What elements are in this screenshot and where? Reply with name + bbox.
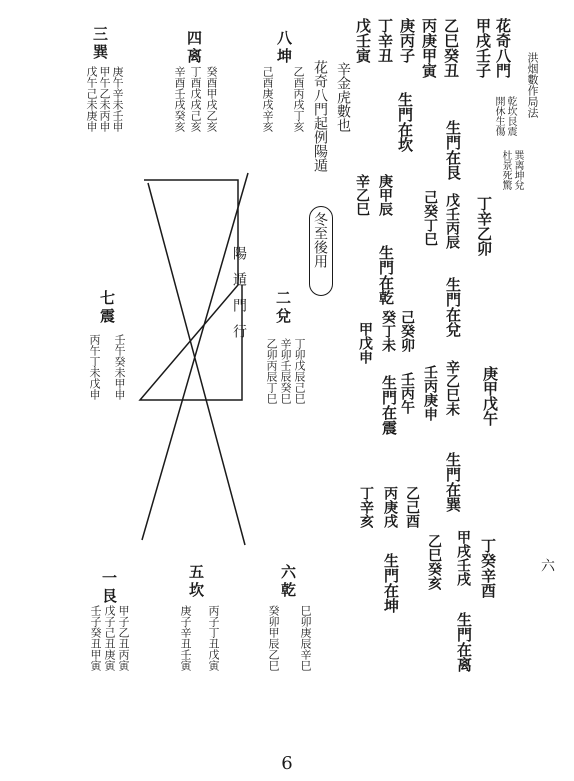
sheng-kan: 生門在坎	[396, 92, 414, 152]
sheng-kun: 生門在坤	[382, 553, 400, 613]
heading-col-1: 花奇八門	[494, 18, 512, 78]
sheng-gen: 生門在艮	[444, 120, 462, 180]
middle-m5: 甲戊申	[357, 322, 373, 364]
right-c4: 甲戌壬戌	[455, 530, 471, 586]
page-number: 6	[281, 753, 293, 774]
right-c6: 己癸丁巳	[422, 190, 438, 246]
diagram-line-a	[148, 183, 245, 545]
right-c1: 戊壬丙辰	[444, 193, 460, 249]
heading-col-2: 甲戌壬子	[474, 18, 492, 78]
palace-kan-name: 坎	[187, 582, 205, 597]
right-c5: 乙巳癸亥	[426, 534, 442, 590]
diagram-label-4: 行	[231, 324, 247, 338]
palace-li-line-1: 癸酉甲戌乙亥	[205, 66, 218, 132]
palace-qian-line-2: 癸卯甲辰乙巳	[267, 605, 280, 671]
sheng-dui: 生門在兌	[444, 277, 462, 337]
palace-gen-name: 艮	[100, 588, 118, 603]
palace-kan-number: 五	[187, 564, 205, 579]
winter-note: 冬至後用	[312, 212, 328, 268]
header-title: 洪烟數作局法	[526, 52, 539, 118]
palace-qian-number: 六	[279, 564, 297, 579]
heading-col-5: 庚丙子	[398, 18, 416, 63]
heading-col-6: 丁辛丑	[376, 18, 394, 63]
palace-dui-number: 二	[274, 290, 292, 305]
diagram-label-2: 遁	[231, 272, 247, 286]
palace-li-line-3: 辛酉壬戌癸亥	[173, 66, 186, 132]
middle-m8: 丙庚戌	[382, 486, 398, 528]
palace-kun-line-2: 乙酉丙戌丁亥	[292, 66, 305, 132]
palace-qian-line-1: 巳卯庚辰辛巳	[299, 605, 312, 671]
middle-m6: 癸丁未	[380, 310, 396, 352]
palace-zhen-line-2: 丙午丁未戊申	[88, 334, 101, 400]
middle-m9: 丁辛亥	[358, 486, 374, 528]
palace-kan-line-1: 丙子丁丑戊寅	[207, 605, 220, 671]
page-mark: 六	[539, 558, 555, 572]
sheng-zhen: 生門在震	[380, 375, 398, 435]
palace-gen-line-3: 壬子癸丑甲寅	[89, 605, 102, 671]
palace-kun-number: 八	[275, 30, 293, 45]
hua-qi-yang: 花奇八門起例陽遁	[312, 60, 328, 172]
heading-col-3: 乙巳癸丑	[442, 18, 460, 78]
palace-zhen-name: 震	[98, 308, 116, 323]
middle-m3: 己癸卯	[399, 310, 415, 352]
middle-m2: 庚甲辰	[377, 174, 393, 216]
palace-xun-name: 巽	[91, 44, 109, 59]
palace-gen-number: 一	[100, 570, 118, 585]
palace-li-name: 离	[185, 48, 203, 63]
palace-zhen-number: 七	[98, 290, 116, 305]
gate-trigram-2: 巽离坤兌	[512, 150, 523, 190]
palace-dui-line-1: 丁卯戊辰己巳	[293, 338, 306, 404]
heading-col-7: 戊壬寅	[354, 18, 372, 63]
diagram-label-3: 門	[231, 298, 247, 312]
palace-gen-line-2: 戊子己丑庚寅	[103, 605, 116, 671]
diagram-line-b	[142, 173, 248, 540]
palace-gen-line-1: 甲子乙丑丙寅	[117, 605, 130, 671]
gate-note-1: 開休生傷	[493, 96, 504, 136]
right-line-3: 丁癸辛酉	[479, 538, 497, 598]
right-c2: 辛乙巳未	[444, 360, 460, 416]
palace-zhen-line-1: 壬午癸未甲申	[113, 334, 126, 400]
palace-kan-line-2: 庚子辛丑壬寅	[179, 605, 192, 671]
palace-dui-line-3: 乙卯丙辰丁巳	[265, 338, 278, 404]
right-line-2: 庚甲戊午	[481, 366, 499, 426]
sheng-li: 生門在离	[455, 612, 473, 672]
palace-kun-name: 坤	[275, 48, 293, 63]
palace-dui-name: 兌	[274, 308, 292, 323]
palace-xun-line-3: 戊午己未庚申	[85, 66, 98, 132]
sheng-xun: 生門在巽	[444, 452, 462, 512]
heading-col-4: 丙庚甲寅	[420, 18, 438, 78]
middle-m7: 乙己酉	[404, 486, 420, 528]
palace-li-number: 四	[185, 30, 203, 45]
xin-jin-note: 辛金虎數也	[335, 62, 351, 132]
right-c3: 壬丙庚申	[422, 365, 438, 421]
sheng-qian: 生門在乾	[377, 245, 395, 305]
palace-xun-number: 三	[91, 26, 109, 41]
palace-kun-line-1: 己酉庚戌辛亥	[261, 66, 274, 132]
right-line-1: 丁辛乙卯	[475, 196, 493, 256]
palace-dui-line-2: 辛卯壬辰癸巳	[279, 338, 292, 404]
diagram-label-1: 陽	[231, 246, 247, 260]
palace-xun-line-2: 甲午乙未丙申	[98, 66, 111, 132]
palace-xun-line-1: 庚午辛未壬申	[111, 66, 124, 132]
middle-m4: 壬丙午	[399, 372, 415, 414]
gate-note-2: 杜景死驚	[500, 150, 511, 190]
palace-qian-name: 乾	[279, 582, 297, 597]
gate-trigram-1: 乾坎艮震	[505, 96, 516, 136]
middle-m1: 辛乙巳	[354, 174, 370, 216]
palace-li-line-2: 丁酉戊戌己亥	[189, 66, 202, 132]
